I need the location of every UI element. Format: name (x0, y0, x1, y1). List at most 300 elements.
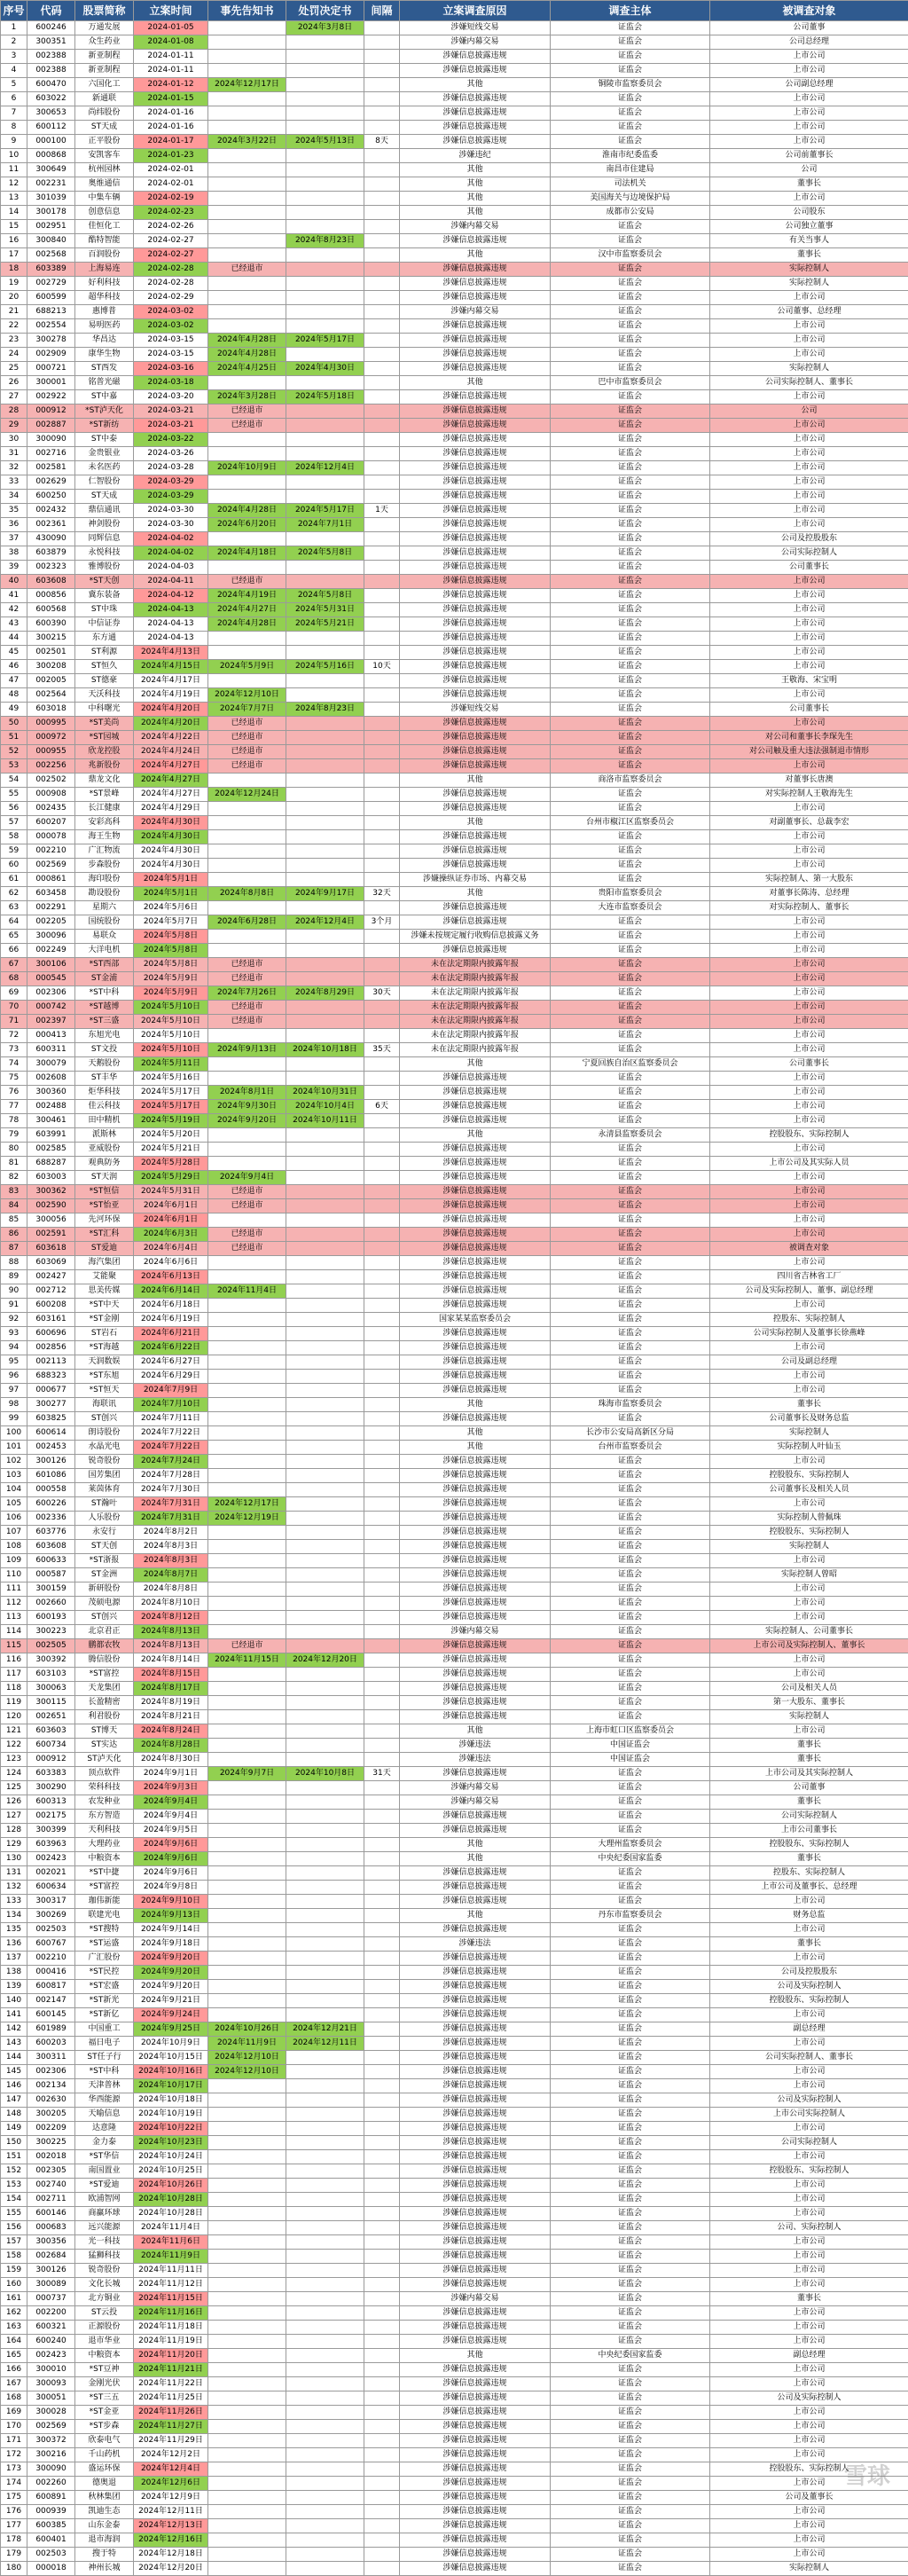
cell-name: *ST爱迪 (75, 2179, 134, 2193)
table-row (1, 334, 908, 348)
cell-target: 上市公司董事长 (710, 1824, 908, 1838)
cell-index: 165 (1, 2349, 27, 2363)
cell-penalty-decision: 2024年7月1日 (286, 518, 364, 532)
cell-reason: 涉嫌信息披露违规 (400, 1327, 551, 1341)
cell-filing-date: 2024年5月8日 (134, 944, 208, 958)
header-penalty-decision: 处罚决定书 (286, 1, 364, 21)
cell-investigator: 证监会 (551, 688, 710, 703)
cell-reason: 涉嫌信息披露违规 (400, 50, 551, 64)
cell-penalty-decision (286, 1426, 364, 1441)
cell-code: 000721 (27, 362, 75, 376)
cell-interval (364, 944, 400, 958)
cell-target: 上市公司 (710, 135, 908, 149)
cell-index: 73 (1, 1043, 27, 1057)
cell-interval (364, 1838, 400, 1852)
cell-filing-date: 2024年5月11日 (134, 1057, 208, 1072)
cell-code: 002306 (27, 986, 75, 1001)
cell-target: 公司及董事长 (710, 2491, 908, 2505)
cell-filing-date: 2024年10月15日 (134, 2051, 208, 2065)
cell-code: 300360 (27, 1086, 75, 1100)
cell-interval (364, 404, 400, 419)
table-row (1, 972, 908, 986)
cell-investigator: 中国证监会 (551, 1753, 710, 1767)
cell-target: 上市公司 (710, 2321, 908, 2335)
table-row (1, 121, 908, 135)
cell-prior-notice (208, 2377, 286, 2391)
cell-code: 603018 (27, 703, 75, 717)
cell-penalty-decision (286, 717, 364, 731)
cell-interval (364, 1583, 400, 1597)
cell-investigator: 证监会 (551, 2519, 710, 2533)
cell-investigator: 证监会 (551, 135, 710, 149)
cell-index: 128 (1, 1824, 27, 1838)
cell-investigator: 证监会 (551, 1213, 710, 1228)
cell-prior-notice: 2024年11月9日 (208, 2037, 286, 2051)
cell-code: 000100 (27, 135, 75, 149)
cell-reason: 涉嫌内幕交易 (400, 1625, 551, 1639)
cell-index: 113 (1, 1611, 27, 1625)
cell-filing-date: 2024年10月22日 (134, 2122, 208, 2136)
cell-name: 华昌达 (75, 334, 134, 348)
cell-investigator: 证监会 (551, 2491, 710, 2505)
cell-target: 控股东、实际控制人 (710, 1866, 908, 1881)
cell-reason: 涉嫌信息披露违规 (400, 646, 551, 660)
cell-name: 观典防务 (75, 1157, 134, 1171)
cell-index: 143 (1, 2037, 27, 2051)
cell-name: *ST中科 (75, 2065, 134, 2079)
cell-code: 002209 (27, 2122, 75, 2136)
cell-prior-notice: 2024年12月19日 (208, 1512, 286, 1526)
cell-prior-notice: 2024年4月28日 (208, 334, 286, 348)
cell-interval (364, 376, 400, 390)
cell-penalty-decision (286, 2548, 364, 2562)
cell-index: 106 (1, 1512, 27, 1526)
cell-target: 上市公司 (710, 986, 908, 1001)
cell-interval (364, 106, 400, 121)
cell-target: 上市公司 (710, 972, 908, 986)
cell-interval (364, 1299, 400, 1313)
cell-code: 002210 (27, 1952, 75, 1966)
cell-interval (364, 1270, 400, 1284)
cell-index: 5 (1, 78, 27, 92)
cell-index: 103 (1, 1469, 27, 1483)
cell-filing-date: 2024-03-15 (134, 348, 208, 362)
cell-filing-date: 2024年4月20日 (134, 717, 208, 731)
cell-prior-notice (208, 2548, 286, 2562)
cell-index: 55 (1, 788, 27, 802)
table-row (1, 2363, 908, 2377)
cell-reason: 涉嫌信息披露违规 (400, 1881, 551, 1895)
cell-penalty-decision (286, 1412, 364, 1426)
cell-filing-date: 2024年9月13日 (134, 1909, 208, 1923)
cell-interval: 30天 (364, 986, 400, 1001)
cell-reason: 涉嫌信息披露违规 (400, 759, 551, 774)
cell-interval (364, 1852, 400, 1866)
cell-name: ST文投 (75, 1043, 134, 1057)
cell-target: 实际控制人 (710, 362, 908, 376)
cell-filing-date: 2024年6月29日 (134, 1370, 208, 1384)
cell-target: 实际控制人曾佩珠 (710, 1512, 908, 1526)
cell-interval (364, 21, 400, 35)
cell-index: 24 (1, 348, 27, 362)
cell-target: 实际控制人 (710, 1540, 908, 1554)
cell-penalty-decision (286, 2008, 364, 2022)
cell-name: 金刚光伏 (75, 2377, 134, 2391)
cell-prior-notice (208, 447, 286, 461)
cell-name: *ST怡亚 (75, 1199, 134, 1213)
cell-code: 002608 (27, 1072, 75, 1086)
cell-index: 130 (1, 1852, 27, 1866)
cell-investigator: 证监会 (551, 561, 710, 575)
cell-target: 上市公司 (710, 759, 908, 774)
cell-reason: 涉嫌信息披露违规 (400, 674, 551, 688)
cell-investigator: 证监会 (551, 2391, 710, 2406)
cell-interval (364, 2391, 400, 2406)
cell-reason: 其他 (400, 1426, 551, 1441)
table-row (1, 1143, 908, 1157)
cell-code: 002503 (27, 2548, 75, 2562)
table-row (1, 2548, 908, 2562)
cell-investigator: 证监会 (551, 1199, 710, 1213)
cell-investigator: 证监会 (551, 121, 710, 135)
table-row (1, 2533, 908, 2548)
cell-interval (364, 1185, 400, 1199)
cell-name: 神剑股份 (75, 518, 134, 532)
cell-name: 东方智造 (75, 1810, 134, 1824)
cell-prior-notice: 已经退市 (208, 1015, 286, 1029)
cell-interval (364, 1483, 400, 1497)
cell-interval (364, 1795, 400, 1810)
cell-interval (364, 1469, 400, 1483)
cell-reason: 其他 (400, 248, 551, 263)
cell-reason: 涉嫌信息披露违规 (400, 447, 551, 461)
cell-interval (364, 2519, 400, 2533)
cell-reason: 涉嫌信息披露违规 (400, 1384, 551, 1398)
cell-target: 上市公司 (710, 1952, 908, 1966)
cell-penalty-decision (286, 35, 364, 50)
cell-name: 盛运环保 (75, 2462, 134, 2477)
cell-code: 002388 (27, 50, 75, 64)
cell-index: 122 (1, 1739, 27, 1753)
cell-reason: 涉嫌信息披露违规 (400, 419, 551, 433)
table-row (1, 376, 908, 390)
cell-target: 上市公司 (710, 915, 908, 930)
cell-target: 上市公司 (710, 1015, 908, 1029)
cell-filing-date: 2024年8月21日 (134, 1710, 208, 1724)
cell-prior-notice (208, 2391, 286, 2406)
cell-target: 上市公司 (710, 1114, 908, 1128)
cell-penalty-decision: 2024年12月4日 (286, 915, 364, 930)
table-row (1, 1952, 908, 1966)
cell-penalty-decision: 2024年5月16日 (286, 660, 364, 674)
cell-reason: 涉嫌信息披露违规 (400, 830, 551, 844)
cell-target: 王敬海、宋宝明 (710, 674, 908, 688)
cell-code: 600568 (27, 603, 75, 617)
cell-interval (364, 192, 400, 206)
cell-penalty-decision (286, 1384, 364, 1398)
cell-code: 000018 (27, 2562, 75, 2576)
cell-target: 上市公司 (710, 1895, 908, 1909)
cell-interval (364, 2335, 400, 2349)
cell-name: *ST天创 (75, 575, 134, 589)
cell-name: 中科曙光 (75, 703, 134, 717)
cell-reason: 其他 (400, 376, 551, 390)
cell-reason: 涉嫌内幕交易 (400, 1795, 551, 1810)
cell-prior-notice (208, 1824, 286, 1838)
table-row (1, 2022, 908, 2037)
cell-interval (364, 2363, 400, 2377)
cell-name: 鼎信通讯 (75, 504, 134, 518)
cell-penalty-decision (286, 1270, 364, 1284)
cell-reason: 涉嫌信息披露违规 (400, 2079, 551, 2093)
cell-prior-notice: 2024年10月26日 (208, 2022, 286, 2037)
cell-name: *ST越博 (75, 1001, 134, 1015)
cell-filing-date: 2024年8月13日 (134, 1625, 208, 1639)
cell-reason: 涉嫌信息披露违规 (400, 1171, 551, 1185)
cell-target: 上市公司 (710, 2179, 908, 2193)
cell-code: 002305 (27, 2164, 75, 2179)
cell-prior-notice (208, 1810, 286, 1824)
cell-penalty-decision (286, 688, 364, 703)
cell-reason: 涉嫌信息披露违规 (400, 1767, 551, 1781)
cell-penalty-decision (286, 2477, 364, 2491)
cell-penalty-decision (286, 2519, 364, 2533)
cell-prior-notice: 2024年4月25日 (208, 362, 286, 376)
cell-penalty-decision (286, 121, 364, 135)
cell-interval: 3个月 (364, 915, 400, 930)
cell-index: 52 (1, 745, 27, 759)
cell-interval (364, 1384, 400, 1398)
table-row (1, 2207, 908, 2221)
header-interval: 间隔 (364, 1, 400, 21)
cell-prior-notice (208, 1426, 286, 1441)
cell-name: *ST东旭 (75, 1370, 134, 1384)
cell-penalty-decision (286, 930, 364, 944)
cell-reason: 涉嫌信息披露违规 (400, 1597, 551, 1611)
table-row (1, 1739, 908, 1753)
cell-name: 艾能聚 (75, 1270, 134, 1284)
cell-code: 600208 (27, 1299, 75, 1313)
cell-interval (364, 2448, 400, 2462)
cell-reason: 涉嫌信息披露违规 (400, 461, 551, 475)
cell-target: 上市公司 (710, 1554, 908, 1568)
cell-code: 603389 (27, 263, 75, 277)
header-index: 序号 (1, 1, 27, 21)
cell-investigator: 证监会 (551, 92, 710, 106)
cell-investigator: 证监会 (551, 291, 710, 305)
cell-prior-notice (208, 844, 286, 859)
cell-prior-notice: 已经退市 (208, 717, 286, 731)
cell-name: ST金洲 (75, 1568, 134, 1583)
cell-filing-date: 2024年4月27日 (134, 788, 208, 802)
cell-name: 德奥退 (75, 2477, 134, 2491)
cell-penalty-decision (286, 2420, 364, 2434)
cell-penalty-decision (286, 2235, 364, 2250)
cell-code: 002503 (27, 1923, 75, 1937)
table-row (1, 1824, 908, 1838)
cell-name: *ST三盛 (75, 1015, 134, 1029)
cell-investigator: 商洛市监察委员会 (551, 774, 710, 788)
cell-investigator: 中央纪委国家监委 (551, 1852, 710, 1866)
cell-target: 上市公司 (710, 2377, 908, 2391)
cell-interval (364, 362, 400, 376)
cell-target: 上市公司 (710, 504, 908, 518)
cell-code: 300269 (27, 1909, 75, 1923)
cell-name: *ST华信 (75, 2150, 134, 2164)
cell-index: 146 (1, 2079, 27, 2093)
cell-investigator: 证监会 (551, 632, 710, 646)
cell-filing-date: 2024年5月21日 (134, 1143, 208, 1157)
cell-penalty-decision (286, 419, 364, 433)
cell-filing-date: 2024年6月22日 (134, 1341, 208, 1355)
cell-code: 000908 (27, 788, 75, 802)
cell-reason: 其他 (400, 1441, 551, 1455)
cell-reason: 涉嫌信息披露违规 (400, 532, 551, 546)
table-row (1, 632, 908, 646)
cell-interval (364, 2349, 400, 2363)
cell-filing-date: 2024年5月10日 (134, 1015, 208, 1029)
cell-code: 000912 (27, 404, 75, 419)
cell-code: 600313 (27, 1795, 75, 1810)
cell-investigator: 证监会 (551, 1228, 710, 1242)
cell-name: 天龙集团 (75, 1682, 134, 1696)
cell-reason: 未在法定期限内披露年报 (400, 972, 551, 986)
cell-penalty-decision (286, 1015, 364, 1029)
cell-penalty-decision (286, 2306, 364, 2321)
cell-investigator: 证监会 (551, 2051, 710, 2065)
cell-index: 82 (1, 1171, 27, 1185)
cell-filing-date: 2024-01-16 (134, 106, 208, 121)
cell-investigator: 证监会 (551, 2448, 710, 2462)
cell-interval (364, 2533, 400, 2548)
cell-penalty-decision (286, 1781, 364, 1795)
cell-reason: 涉嫌信息披露违规 (400, 2008, 551, 2022)
cell-penalty-decision (286, 830, 364, 844)
cell-penalty-decision (286, 1710, 364, 1724)
header-prior-notice: 事先告知书 (208, 1, 286, 21)
cell-filing-date: 2024-03-02 (134, 305, 208, 319)
cell-interval: 6天 (364, 1100, 400, 1114)
cell-investigator: 证监会 (551, 35, 710, 50)
table-row (1, 1213, 908, 1228)
cell-investigator: 证监会 (551, 1881, 710, 1895)
cell-reason: 涉嫌信息披露违规 (400, 2207, 551, 2221)
cell-investigator: 证监会 (551, 1256, 710, 1270)
cell-target: 公司实际控制人、董事长 (710, 376, 908, 390)
cell-filing-date: 2024年5月29日 (134, 1171, 208, 1185)
cell-interval (364, 1824, 400, 1838)
cell-filing-date: 2024年7月31日 (134, 1497, 208, 1512)
cell-target: 上市公司 (710, 930, 908, 944)
table-row (1, 518, 908, 532)
cell-investigator: 证监会 (551, 64, 710, 78)
cell-filing-date: 2024-02-19 (134, 192, 208, 206)
cell-investigator: 汉中市监察委员会 (551, 248, 710, 263)
cell-target: 上市公司 (710, 2519, 908, 2533)
cell-interval (364, 248, 400, 263)
cell-investigator: 证监会 (551, 2335, 710, 2349)
cell-penalty-decision (286, 2321, 364, 2335)
cell-filing-date: 2024年7月11日 (134, 1412, 208, 1426)
cell-target: 上市公司 (710, 50, 908, 64)
cell-code: 300392 (27, 1653, 75, 1668)
cell-investigator: 证监会 (551, 844, 710, 859)
cell-interval: 8天 (364, 135, 400, 149)
cell-index: 57 (1, 816, 27, 830)
cell-index: 126 (1, 1795, 27, 1810)
cell-code: 300362 (27, 1185, 75, 1199)
cell-target: 公司副总经理 (710, 78, 908, 92)
cell-index: 92 (1, 1313, 27, 1327)
table-row (1, 2065, 908, 2079)
cell-interval (364, 433, 400, 447)
cell-prior-notice (208, 149, 286, 163)
cell-reason: 涉嫌信息披露违规 (400, 319, 551, 334)
cell-reason: 涉嫌信息披露违规 (400, 2491, 551, 2505)
cell-penalty-decision (286, 376, 364, 390)
table-row (1, 177, 908, 192)
cell-name: 山东金泰 (75, 2519, 134, 2533)
cell-target: 上市公司及其实际人员 (710, 1157, 908, 1171)
table-row (1, 1441, 908, 1455)
table-row (1, 1171, 908, 1185)
cell-interval (364, 1057, 400, 1072)
cell-filing-date: 2024-04-13 (134, 603, 208, 617)
cell-code: 600470 (27, 78, 75, 92)
cell-reason: 涉嫌信息披露违规 (400, 1185, 551, 1199)
cell-filing-date: 2024年8月13日 (134, 1639, 208, 1653)
cell-penalty-decision (286, 1724, 364, 1739)
cell-penalty-decision (286, 1838, 364, 1852)
cell-penalty-decision (286, 1199, 364, 1213)
cell-index: 154 (1, 2193, 27, 2207)
cell-prior-notice (208, 1724, 286, 1739)
cell-investigator: 证监会 (551, 802, 710, 816)
cell-name: *ST新光 (75, 1994, 134, 2008)
cell-prior-notice: 已经退市 (208, 1228, 286, 1242)
cell-penalty-decision (286, 2221, 364, 2235)
cell-code: 603161 (27, 1313, 75, 1327)
cell-filing-date: 2024年8月24日 (134, 1724, 208, 1739)
cell-index: 80 (1, 1143, 27, 1157)
cell-target: 上市公司 (710, 1228, 908, 1242)
table-row (1, 1185, 908, 1199)
cell-code: 603069 (27, 1256, 75, 1270)
cell-filing-date: 2024年8月28日 (134, 1739, 208, 1753)
cell-index: 42 (1, 603, 27, 617)
table-row (1, 2250, 908, 2264)
cell-prior-notice: 2024年9月30日 (208, 1100, 286, 1114)
table-row (1, 433, 908, 447)
cell-reason: 其他 (400, 78, 551, 92)
cell-reason: 涉嫌信息披露违规 (400, 2235, 551, 2250)
cell-name: *ST富控 (75, 1668, 134, 1682)
cell-index: 85 (1, 1213, 27, 1228)
cell-filing-date: 2024年11月20日 (134, 2349, 208, 2363)
cell-prior-notice (208, 1554, 286, 1568)
cell-code: 002922 (27, 390, 75, 404)
cell-investigator: 证监会 (551, 504, 710, 518)
cell-index: 112 (1, 1597, 27, 1611)
cell-target: 上市公司 (710, 2207, 908, 2221)
cell-reason: 涉嫌信息披露违规 (400, 490, 551, 504)
cell-index: 166 (1, 2363, 27, 2377)
table-row (1, 1426, 908, 1441)
cell-reason: 涉嫌信息披露违规 (400, 348, 551, 362)
cell-interval (364, 121, 400, 135)
cell-reason: 其他 (400, 774, 551, 788)
table-row (1, 390, 908, 404)
